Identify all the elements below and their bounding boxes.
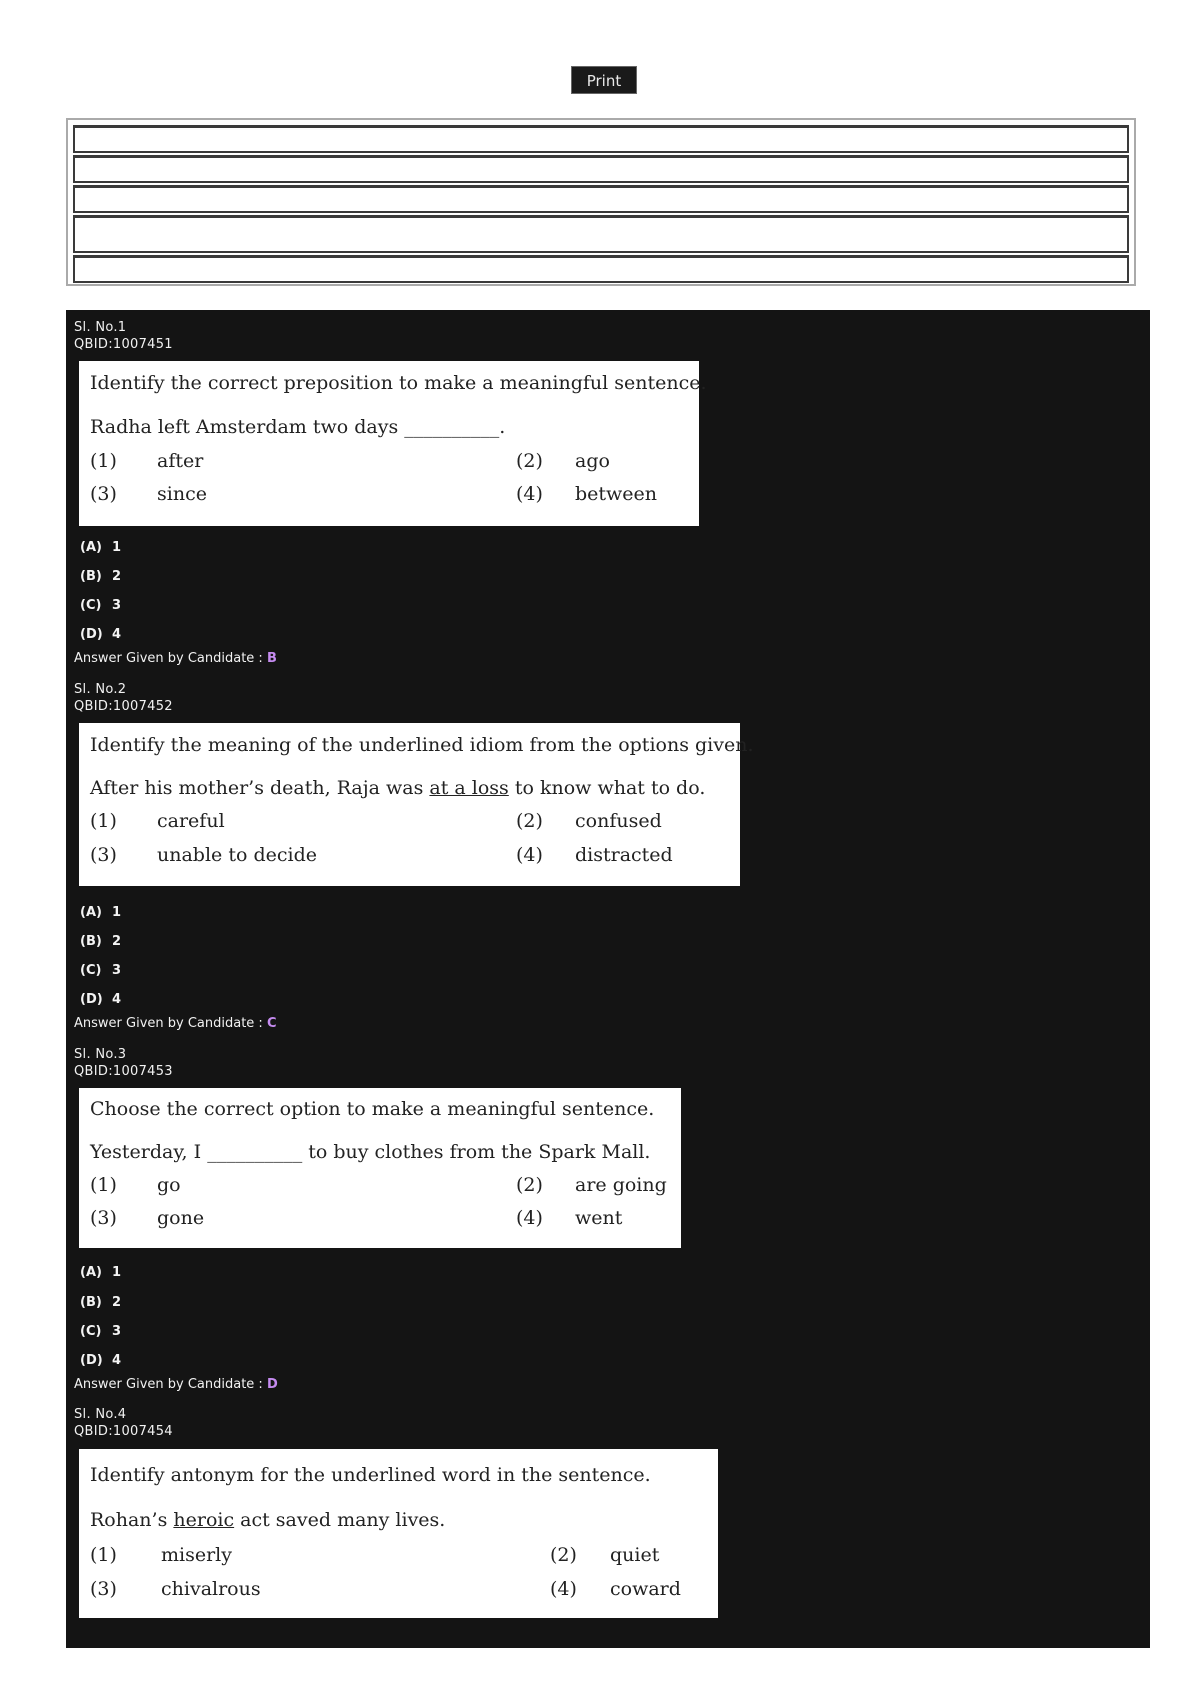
question-image xyxy=(79,361,707,526)
question-panel xyxy=(66,310,1150,1648)
option-number: (1) xyxy=(90,810,117,832)
answer-choice: (A) 1 xyxy=(80,540,122,555)
option-number: (4) xyxy=(516,1207,543,1229)
info-row xyxy=(73,215,1129,253)
option-number: (1) xyxy=(90,450,117,472)
answer-choice: (A) 1 xyxy=(80,1265,122,1280)
option-text: since xyxy=(157,483,207,505)
answer-choice: (B) 2 xyxy=(80,934,122,949)
option-text: between xyxy=(575,483,658,505)
info-row xyxy=(73,125,1129,153)
option-text: ago xyxy=(575,450,610,472)
answer-choice: (C) 3 xyxy=(80,598,122,613)
option-text: went xyxy=(575,1207,623,1229)
option-number: (3) xyxy=(90,1578,117,1600)
option-text: quiet xyxy=(610,1544,660,1566)
candidate-info-table xyxy=(66,118,1136,286)
option-text: careful xyxy=(157,810,225,832)
serial-number: Sl. No.2 xyxy=(74,682,127,697)
question-sentence: Radha left Amsterdam two days __________. xyxy=(90,416,506,438)
question-stem: Identify the meaning of the underlined idiom from the options given. xyxy=(90,734,754,756)
option-text: distracted xyxy=(575,844,673,866)
info-row xyxy=(73,155,1129,183)
option-number: (2) xyxy=(516,810,543,832)
question-sentence: After his mother’s death, Raja was at a loss to know what to do. xyxy=(90,777,706,799)
question-stem: Choose the correct option to make a meaningful sentence. xyxy=(90,1098,655,1120)
option-text: unable to decide xyxy=(157,844,317,866)
option-text: miserly xyxy=(161,1544,232,1566)
option-number: (1) xyxy=(90,1544,117,1566)
option-number: (1) xyxy=(90,1174,117,1196)
question-image xyxy=(79,723,754,886)
info-row xyxy=(73,185,1129,213)
answer-choice: (C) 3 xyxy=(80,963,122,978)
question-sentence: Yesterday, I __________ to buy clothes from the Spark Mall. xyxy=(90,1141,651,1163)
option-text: chivalrous xyxy=(161,1578,261,1600)
question-id: QBID:1007451 xyxy=(74,337,173,352)
print-button[interactable]: Print xyxy=(571,66,637,94)
answer-choice: (D) 4 xyxy=(80,627,122,642)
answer-choice: (B) 2 xyxy=(80,1295,122,1310)
option-number: (3) xyxy=(90,483,117,505)
option-text: go xyxy=(157,1174,181,1196)
option-text: confused xyxy=(575,810,662,832)
question-id: QBID:1007453 xyxy=(74,1064,173,1079)
answer-choice: (D) 4 xyxy=(80,1353,122,1368)
serial-number: Sl. No.1 xyxy=(74,320,127,335)
question-sentence: Rohan’s heroic act saved many lives. xyxy=(90,1509,446,1531)
serial-number: Sl. No.4 xyxy=(74,1407,127,1422)
option-text: after xyxy=(157,450,204,472)
question-image xyxy=(79,1088,681,1248)
option-number: (4) xyxy=(516,844,543,866)
answer-choice: (D) 4 xyxy=(80,992,122,1007)
answer-choice: (B) 2 xyxy=(80,569,122,584)
serial-number: Sl. No.3 xyxy=(74,1047,127,1062)
candidate-answer: Answer Given by Candidate : D xyxy=(74,1377,278,1392)
option-text: coward xyxy=(610,1578,681,1600)
option-number: (4) xyxy=(516,483,543,505)
option-text: are going xyxy=(575,1174,667,1196)
question-id: QBID:1007454 xyxy=(74,1424,173,1439)
option-number: (2) xyxy=(550,1544,577,1566)
answer-choice: (A) 1 xyxy=(80,905,122,920)
option-text: gone xyxy=(157,1207,205,1229)
question-meta xyxy=(74,1046,173,1080)
question-meta xyxy=(74,1406,173,1440)
option-number: (2) xyxy=(516,1174,543,1196)
info-row xyxy=(73,255,1129,283)
candidate-answer-value: D xyxy=(266,1377,278,1392)
question-image xyxy=(79,1449,718,1618)
option-number: (4) xyxy=(550,1578,577,1600)
candidate-answer: Answer Given by Candidate : B xyxy=(74,651,277,666)
candidate-answer-value: C xyxy=(266,1016,277,1031)
question-stem: Identify the correct preposition to make a meaningful sentence. xyxy=(90,372,707,394)
question-meta xyxy=(74,681,173,715)
candidate-answer: Answer Given by Candidate : C xyxy=(74,1016,277,1031)
answer-choice: (C) 3 xyxy=(80,1324,122,1339)
option-number: (3) xyxy=(90,1207,117,1229)
question-meta xyxy=(74,319,173,353)
candidate-answer-value: B xyxy=(266,651,277,666)
option-number: (2) xyxy=(516,450,543,472)
question-id: QBID:1007452 xyxy=(74,699,173,714)
question-stem: Identify antonym for the underlined word in the sentence. xyxy=(90,1464,651,1486)
option-number: (3) xyxy=(90,844,117,866)
